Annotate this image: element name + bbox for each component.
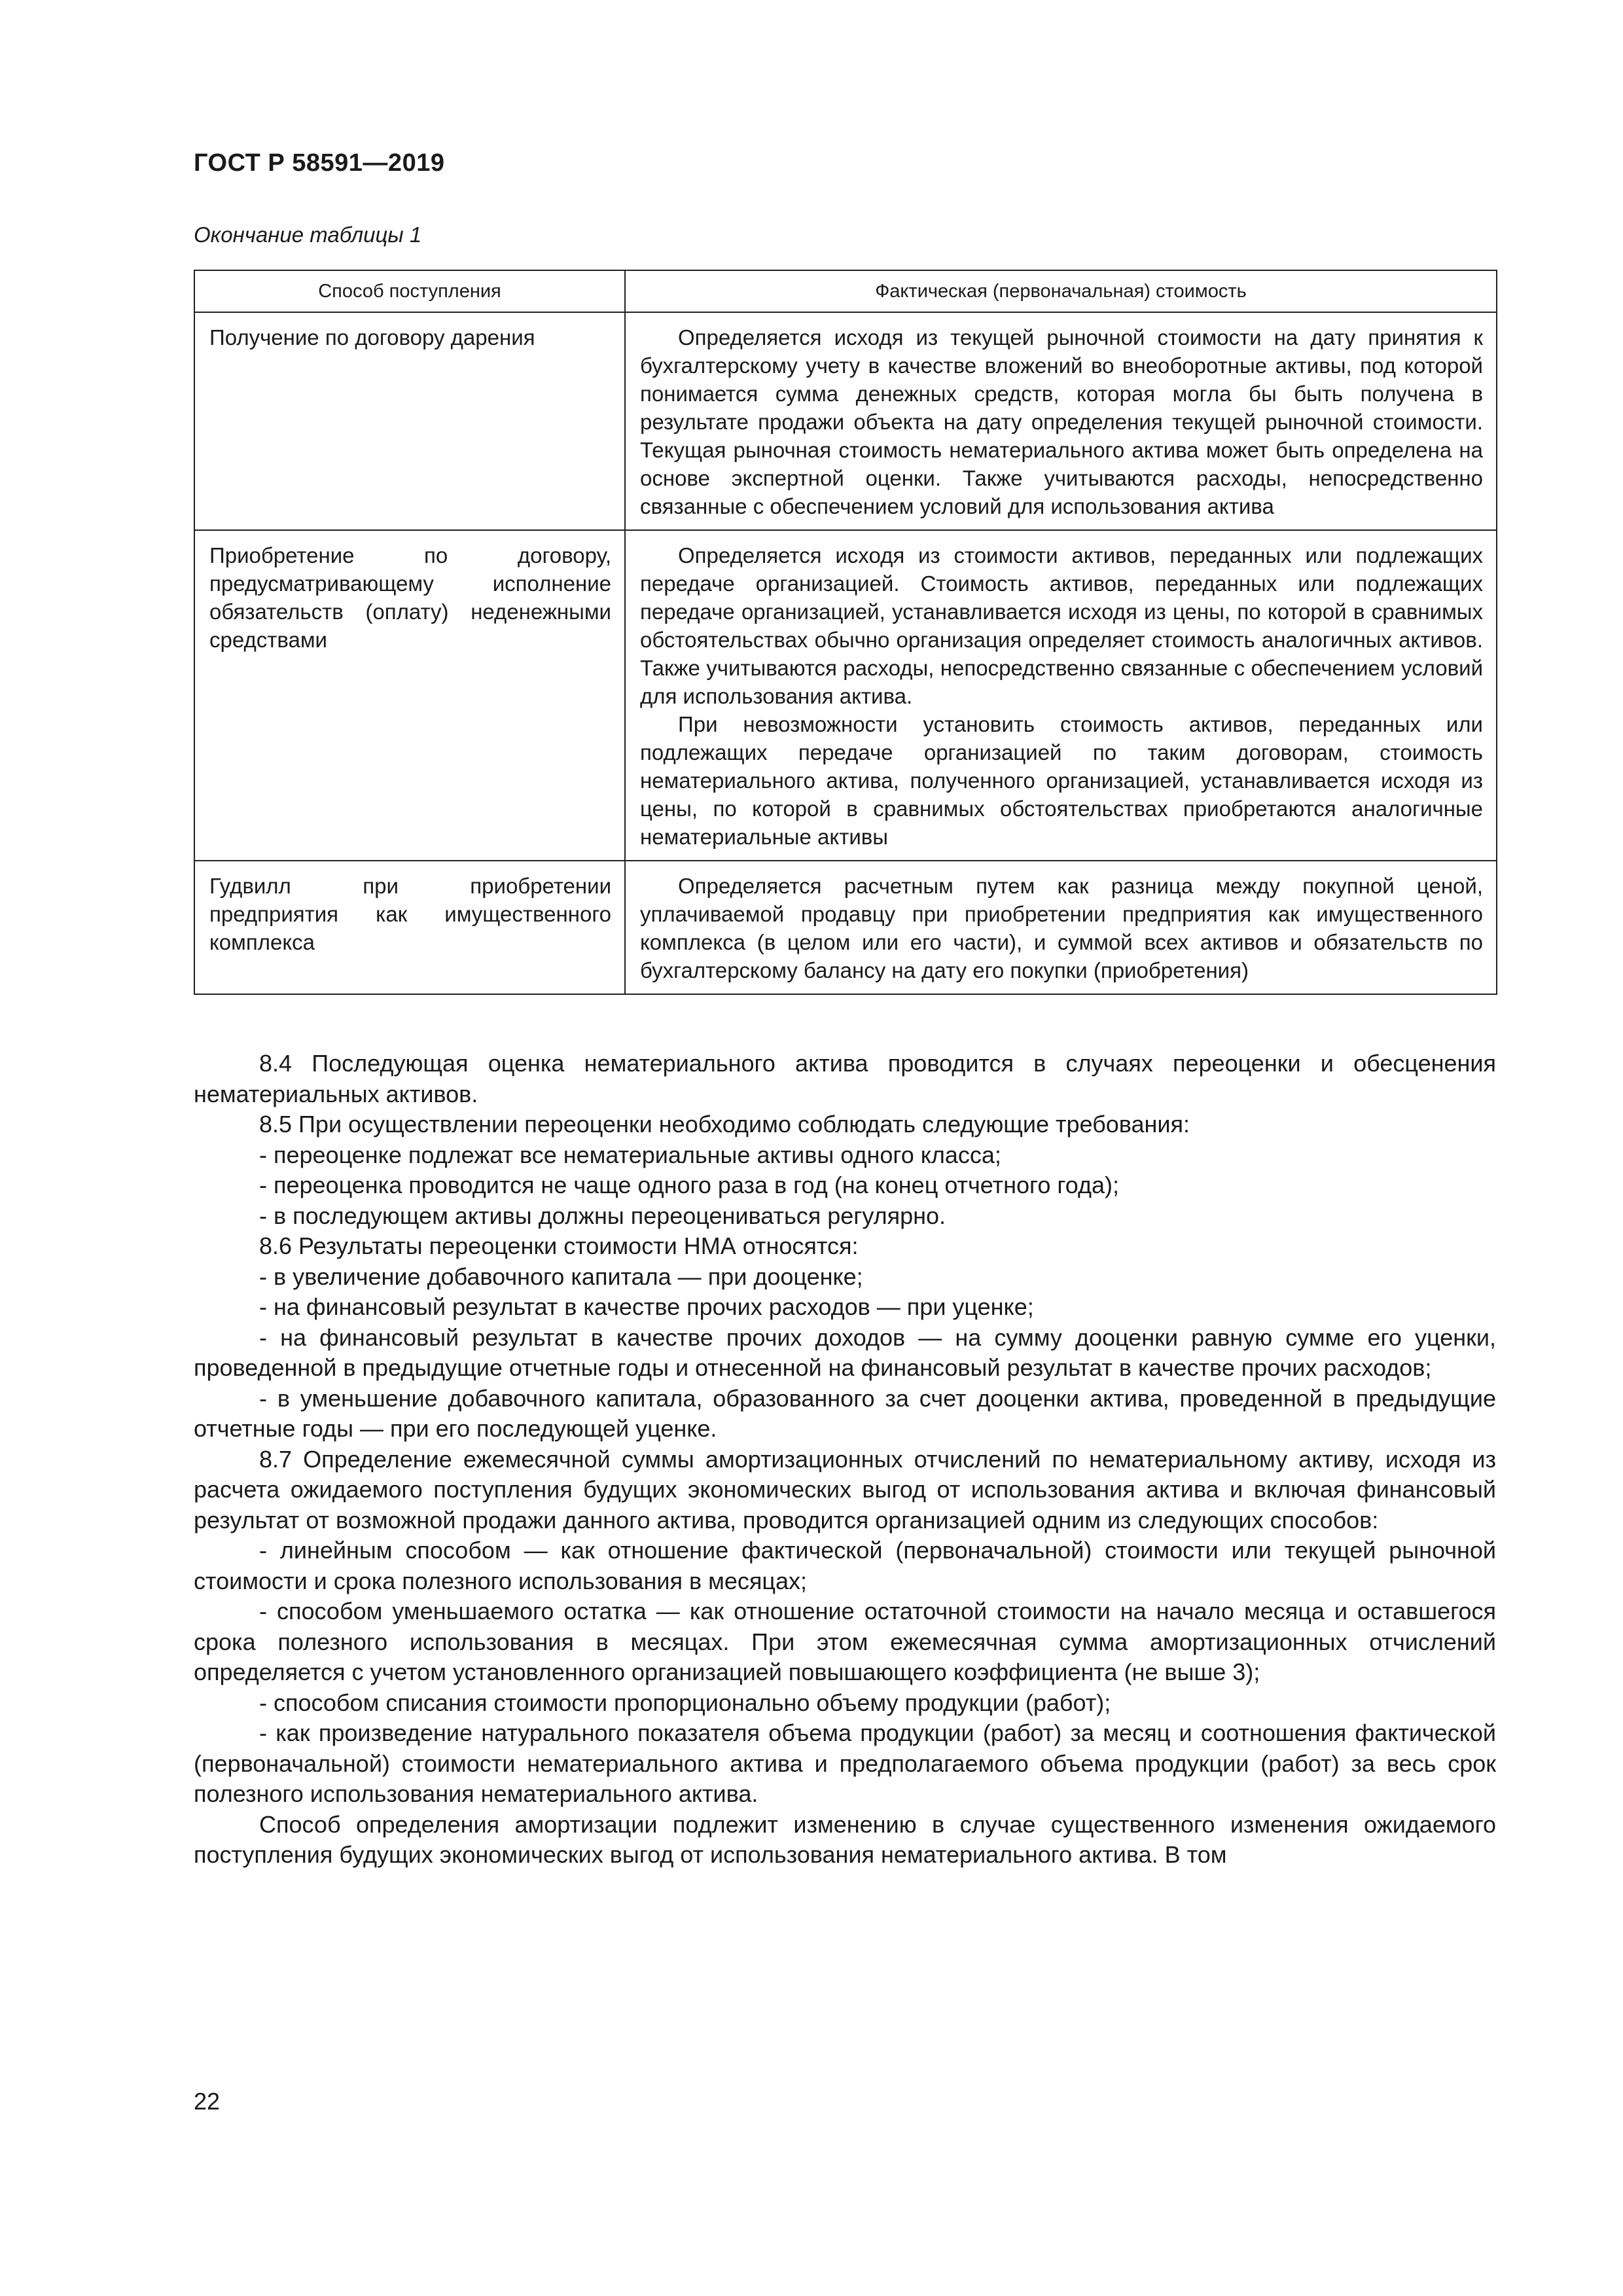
cost-cell — [625, 861, 1497, 994]
cost-cell — [625, 312, 1497, 530]
table-row — [194, 530, 1497, 861]
paragraph: Способ определения амортизации подлежит изменению в случае существенного изменения ожидаемого поступления будущих экономических выгод от использования нематериального актива. В том — [194, 1810, 1496, 1868]
method-cell — [194, 861, 625, 994]
list-item: - в уменьшение добавочного капитала, образованного за счет дооценки актива, проведенной в предыдущие отчетные годы — при его последующей уценке. — [194, 1384, 1496, 1442]
cost-text: Определяется расчетным путем как разница между покупной ценой, уплачиваемой продавцу при приобретении предприятия как имущественного комплекса (в целом или его части), и суммой всех активов и обязательств по бухгалтерскому балансу на дату его покупки (приобретения) — [640, 874, 1483, 982]
list-item: - способом уменьшаемого остатка — как отношение остаточной стоимости на начало месяца и оставшегося срока полезного использования в месяцах. При этом ежемесячная сумма амортизационных отчислений определяется с учетом установленного организацией повышающего коэффициента (не выше 3); — [194, 1598, 1496, 1685]
cost-text: Определяется исходя из стоимости активов, переданных или подлежащих передаче организацией. Стоимость активов, переданных или подлежащих передаче организацией, устанавливается исходя из цены, по которой в сравнимых обстоятельствах обычно организация определяет стоимость аналогичных активов. Также учитываются расходы, непосредственно связанные с обеспечением условий для использования актива. — [640, 543, 1483, 708]
list-item: - на финансовый результат в качестве прочих доходов — на сумму дооценки равную сумме его уценки, проведенной в предыдущие отчетные годы и отнесенной на финансовый результат в качестве прочих расходов; — [194, 1323, 1496, 1381]
paragraph: 8.5 При осуществлении переоценки необходимо соблюдать следующие требования: — [259, 1111, 1190, 1138]
table-row — [194, 312, 1497, 530]
paragraph: 8.7 Определение ежемесячной суммы амортизационных отчислений по нематериальному активу, исходя из расчета ожидаемого поступления будущих экономических выгод от использования актива и включая финансовый результат от возможной продажи данного актива, проводится организацией одним из следующих способов: — [194, 1445, 1496, 1534]
cost-cell — [625, 530, 1497, 861]
column-header: Фактическая (первоначальная) стоимость — [625, 270, 1497, 312]
list-item: - в последующем активы должны переоцениваться регулярно. — [259, 1202, 946, 1229]
cost-text: При невозможности установить стоимость активов, переданных или подлежащих передаче организацией по таким договорам, стоимость нематериального актива, полученного организацией, устанавливается исходя из цены, по которой в сравнимых обстоятельствах приобретаются аналогичные нематериальные активы — [640, 712, 1483, 849]
method-text: Получение по договору дарения — [209, 325, 535, 350]
list-item: - в увеличение добавочного капитала — при дооценке; — [259, 1263, 863, 1290]
document-header: ГОСТ Р 58591—2019 — [194, 149, 445, 177]
table-header-row — [194, 270, 1497, 312]
paragraph: 8.6 Результаты переоценки стоимости НМА относятся: — [259, 1232, 859, 1259]
method-cell — [194, 530, 625, 861]
column-header: Способ поступления — [194, 270, 625, 312]
list-item: - как произведение натурального показателя объема продукции (работ) за месяц и соотношения фактической (первоначальной) стоимости нематериального актива и предполагаемого объема продукции (работ) за весь срок полезного использования нематериального актива. — [194, 1719, 1496, 1807]
list-item: - на финансовый результат в качестве прочих расходов — при уценке; — [259, 1293, 1034, 1320]
table-caption: Окончание таблицы 1 — [194, 223, 422, 247]
list-item: - переоценка проводится не чаще одного раза в год (на конец отчетного года); — [259, 1172, 1119, 1198]
body-text — [194, 1049, 1496, 1871]
list-item: - способом списания стоимости пропорционально объему продукции (работ); — [259, 1689, 1111, 1716]
table-row — [194, 861, 1497, 994]
list-item: - переоценке подлежат все нематериальные активы одного класса; — [259, 1141, 1001, 1168]
method-cell — [194, 312, 625, 530]
page-number: 22 — [194, 2088, 221, 2115]
cost-text: Определяется исходя из текущей рыночной стоимости на дату принятия к бухгалтерскому учету в качестве вложений во внеоборотные активы, под которой понимается сумма денежных средств, которая могла бы быть получена в результате продажи объекта на дату определения текущей рыночной стоимости. Текущая рыночная стоимость нематериального актива может быть определена на основе экспертной оценки. Также учитываются расходы, непосредственно связанные с обеспечением условий для использования актива — [640, 325, 1483, 518]
method-text: Приобретение по договору, предусматривающему исполнение обязательств (оплату) неденежными средствами — [209, 543, 611, 652]
paragraph: 8.4 Последующая оценка нематериального актива проводится в случаях переоценки и обесценения нематериальных активов. — [194, 1050, 1496, 1107]
list-item: - линейным способом — как отношение фактической (первоначальной) стоимости или текущей рыночной стоимости и срока полезного использования в месяцах; — [194, 1537, 1496, 1594]
method-text: Гудвилл при приобретении предприятия как имущественного комплекса — [209, 874, 611, 954]
cost-table — [194, 270, 1497, 995]
